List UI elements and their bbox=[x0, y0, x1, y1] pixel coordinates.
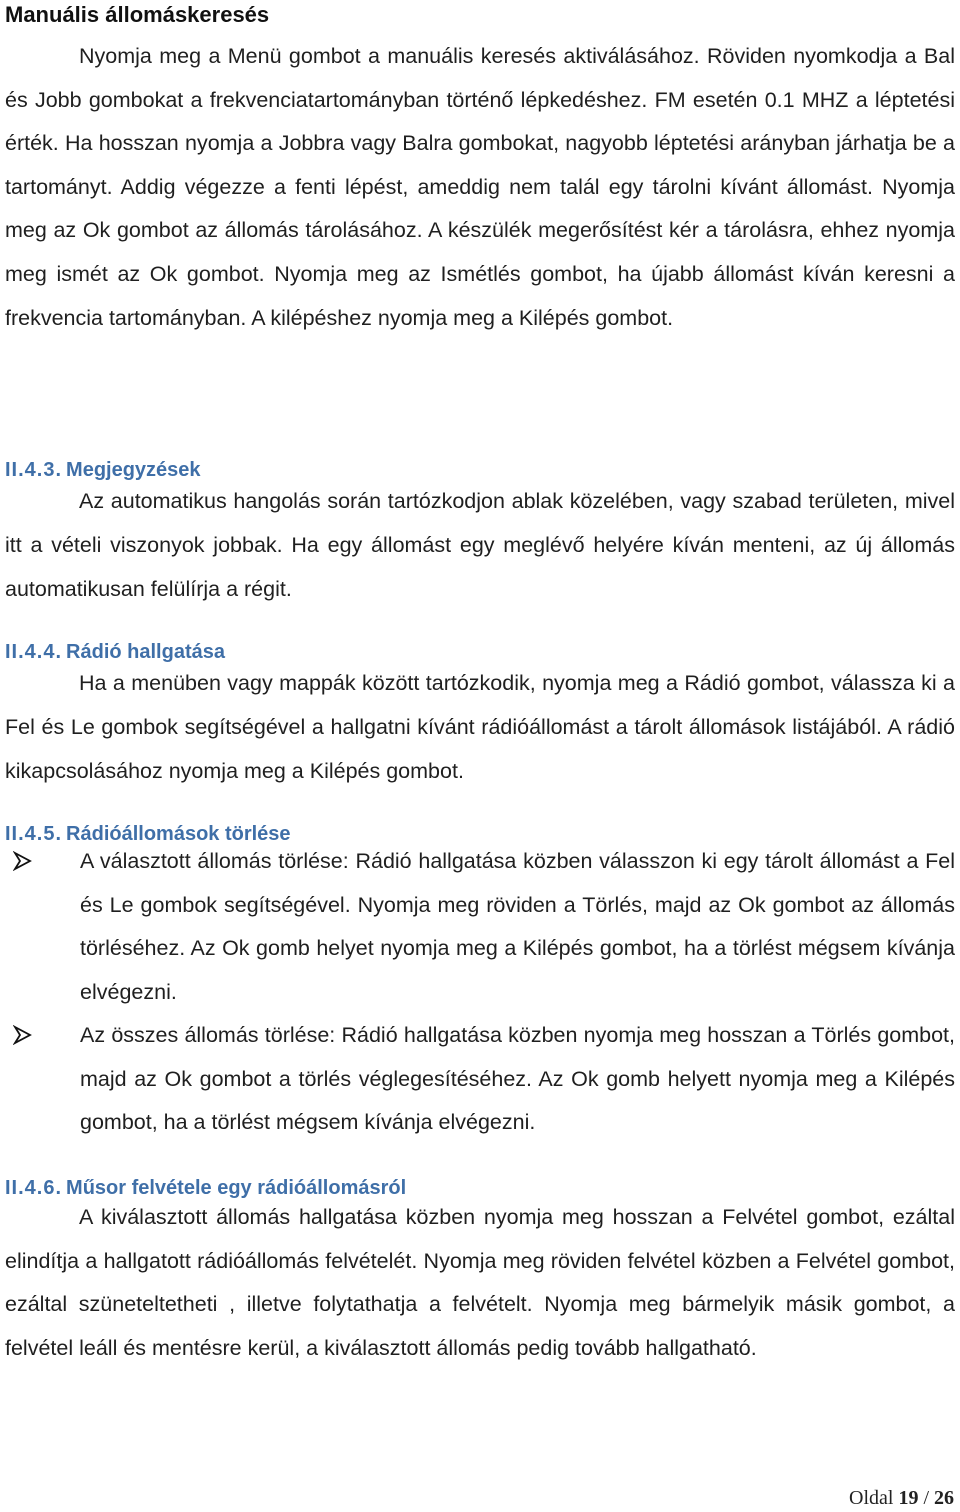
section-number: II.4.6. bbox=[5, 1177, 63, 1199]
bullet-item-delete-all bbox=[5, 1014, 955, 1145]
total-page-count: 26 bbox=[934, 1487, 954, 1509]
intro-paragraph: Nyomja meg a Menü gombot a manuális keresés aktiválásához. Röviden nyomkodja a Bal és Jobb gombokat a frekvenciatartományban történő lépkedéshez. FM esetén 0.1 MHZ a léptetési érték. Ha hosszan nyomja a Jobbra vagy Balra gombokat, nagyobb léptetési arányban járhatja be a tartományt. Addig végezze a fenti lépést, ameddig nem talál egy tárolni kívánt állomást. Nyomja meg az Ok gombot az állomás tárolásához. A készülék megerősítést kér a tárolásra, ehhez nyomja meg ismét az Ok gombot. Nyomja meg az Ismétlés gombot, ha újabb állomást kíván keresni a frekvencia tartományban. A kilépéshez nyomja meg a Kilépés gombot. bbox=[5, 44, 955, 330]
bullet-text: Az összes állomás törlése: Rádió hallgatása közben nyomja meg hosszan a Törlés gombot, majd az Ok gombot a törlés véglegesítéséhez. Az Ok gomb helyett nyomja meg a Kilépés gombot, ha a törlést mégsem kívánja elvégezni. bbox=[80, 1023, 955, 1135]
current-page-number: 19 bbox=[898, 1487, 919, 1509]
section-number: II.4.5. bbox=[5, 823, 63, 845]
section-title: Műsor felvétele egy rádióállomásról bbox=[66, 1177, 407, 1199]
page-separator: / bbox=[923, 1487, 929, 1509]
arrowhead-bullet-icon bbox=[13, 851, 33, 871]
section-title: Rádióállomások törlése bbox=[66, 823, 291, 845]
section-title: Rádió hallgatása bbox=[66, 641, 225, 663]
arrowhead-bullet-icon bbox=[13, 1025, 33, 1045]
section-body-recording: A kiválasztott állomás hallgatása közben nyomja meg hosszan a Felvétel gombot, ezáltal elindítja a hallgatott rádióállomás felvételét. Nyomja meg röviden felvétel közben a Felvétel gombot, ezáltal szüneteltetheti , illetve folytathatja a felvételt. Nyomja meg bármelyik másik gombot, a felvétel leáll és mentésre kerül, a kiválasztott állomás pedig tovább hallgatható. bbox=[5, 1205, 955, 1360]
section-number: II.4.4. bbox=[5, 641, 63, 663]
bullet-item-delete-selected bbox=[5, 840, 955, 1014]
section-title: Megjegyzések bbox=[66, 459, 201, 481]
page-title: Manuális állomáskeresés bbox=[5, 2, 270, 27]
page-footer bbox=[849, 1486, 954, 1510]
footer-label: Oldal bbox=[849, 1487, 894, 1509]
bullet-text: A választott állomás törlése: Rádió hallgatása közben válasszon ki egy tárolt állomást a Fel és Le gombok segítségével. Nyomja meg röviden a Törlés, majd az Ok gombot az állomás törléséhez. Az Ok gomb helyet nyomja meg a Kilépés gombot, ha a törlést mégsem kívánja elvégezni. bbox=[80, 849, 955, 1004]
section-body-notes: Az automatikus hangolás során tartózkodjon ablak közelében, vagy szabad területen, mivel itt a vételi viszonyok jobbak. Ha egy állomást egy meglévő helyére kíván menteni, az új állomás automatikusan felülírja a régit. bbox=[5, 489, 955, 601]
section-body-radio-listening: Ha a menüben vagy mappák között tartózkodik, nyomja meg a Rádió gombot, válassza ki a Fel és Le gombok segítségével a hallgatni kívánt rádióállomást a tárolt állomások listájából. A rádió kikapcsolásához nyomja meg a Kilépés gombot. bbox=[5, 671, 955, 783]
section-number: II.4.3. bbox=[5, 459, 63, 481]
